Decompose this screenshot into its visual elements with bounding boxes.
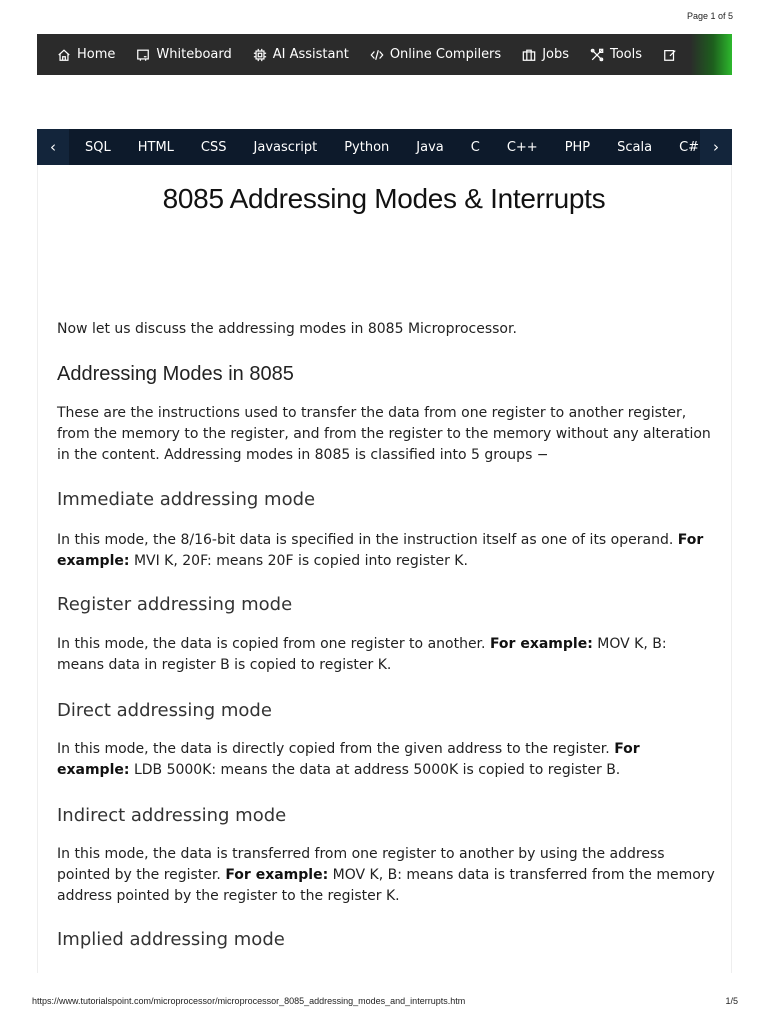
mode-text-indirect bbox=[57, 844, 717, 907]
tab-php[interactable]: PHP bbox=[564, 139, 591, 155]
nav-home[interactable] bbox=[56, 47, 115, 63]
print-page-fraction: 1/5 bbox=[725, 996, 738, 1006]
chevron-right-icon[interactable]: › bbox=[700, 129, 732, 165]
nav-online-compilers[interactable] bbox=[369, 47, 501, 63]
nav-whiteboard-label: Whiteboard bbox=[156, 47, 232, 62]
mode-desc: In this mode, the 8/16-bit data is specified in the instruction itself as one of its operand. bbox=[57, 532, 674, 548]
section-paragraph: These are the instructions used to transfer the data from one register to another register, from the memory to the register, and from the register to the memory without any alteration in the content. Addressing modes in 8085 is classified into 5 groups − bbox=[57, 405, 711, 463]
nav-more-clipped[interactable] bbox=[662, 47, 683, 63]
page-title: 8085 Addressing Modes & Interrupts bbox=[162, 183, 606, 214]
tab-javascript[interactable]: Javascript bbox=[253, 139, 318, 155]
ai-chip-icon bbox=[252, 47, 268, 63]
topnav-fade-overlay bbox=[690, 34, 732, 75]
mode-text-register bbox=[57, 634, 717, 676]
example-label: For example: bbox=[225, 867, 329, 883]
mode-heading-implied: Implied addressing mode bbox=[57, 929, 285, 950]
nav-whiteboard[interactable] bbox=[135, 47, 231, 63]
tools-icon bbox=[589, 47, 605, 63]
example-text: MOV K, B: means data in register B is copied to register K. bbox=[57, 636, 667, 673]
home-icon bbox=[56, 47, 72, 63]
tab-cpp[interactable]: C++ bbox=[506, 139, 538, 155]
mode-desc: In this mode, the data is directly copied from the given address to the register. bbox=[57, 741, 610, 757]
language-tabs-bar bbox=[37, 129, 732, 165]
mode-heading-indirect: Indirect addressing mode bbox=[57, 805, 287, 826]
tab-sql[interactable]: SQL bbox=[85, 139, 111, 155]
example-text: MOV K, B: means data is transferred from the memory address pointed by the register to the register K. bbox=[57, 867, 715, 904]
mode-text-direct bbox=[57, 739, 717, 781]
example-label: For example: bbox=[489, 636, 593, 652]
tab-python[interactable]: Python bbox=[344, 139, 390, 155]
whiteboard-icon bbox=[135, 47, 151, 63]
mode-text-immediate bbox=[57, 530, 717, 572]
print-page-counter: Page 1 of 5 bbox=[686, 11, 733, 21]
chevron-left-icon[interactable]: ‹ bbox=[37, 129, 69, 165]
code-icon bbox=[369, 47, 385, 63]
nav-ai-assistant-label: AI Assistant bbox=[272, 47, 349, 62]
tab-csharp[interactable]: C# bbox=[679, 139, 700, 155]
tab-css[interactable]: CSS bbox=[200, 139, 227, 155]
mode-desc: In this mode, the data is copied from one register to another. bbox=[57, 636, 486, 652]
print-url: https://www.tutorialspoint.com/microprocessor/microprocessor_8085_addressing_modes_and_interrupts.htm bbox=[32, 996, 466, 1006]
mode-heading-immediate: Immediate addressing mode bbox=[57, 489, 316, 510]
tab-html[interactable]: HTML bbox=[137, 139, 174, 155]
language-tabs bbox=[69, 140, 699, 155]
tab-scala[interactable]: Scala bbox=[617, 139, 653, 155]
mode-desc: In this mode, the data is transferred from one register to another by using the address pointed by the register. bbox=[57, 846, 665, 883]
section-heading: Addressing Modes in 8085 bbox=[57, 363, 294, 385]
example-text: MVI K, 20F: means 20F is copied into register K. bbox=[133, 553, 468, 569]
intro-paragraph: Now let us discuss the addressing modes in 8085 Microprocessor. bbox=[57, 321, 517, 337]
top-navigation-bar bbox=[37, 34, 732, 75]
nav-tools-label: Tools bbox=[610, 47, 643, 62]
example-label: For example: bbox=[57, 741, 640, 778]
nav-jobs[interactable] bbox=[521, 47, 569, 63]
nav-ai-assistant[interactable] bbox=[252, 47, 349, 63]
nav-home-label: Home bbox=[77, 47, 116, 62]
nav-tools[interactable] bbox=[589, 47, 642, 63]
example-text: LDB 5000K: means the data at address 5000K is copied to register B. bbox=[133, 762, 621, 778]
tab-java[interactable]: Java bbox=[416, 139, 444, 155]
briefcase-icon bbox=[521, 47, 537, 63]
mode-heading-register: Register addressing mode bbox=[57, 594, 293, 615]
edit-icon bbox=[662, 47, 678, 63]
mode-heading-direct: Direct addressing mode bbox=[57, 700, 272, 721]
nav-jobs-label: Jobs bbox=[542, 47, 569, 62]
example-label: For example: bbox=[57, 532, 704, 569]
nav-online-compilers-label: Online Compilers bbox=[389, 47, 502, 62]
tab-c[interactable]: C bbox=[470, 139, 480, 155]
